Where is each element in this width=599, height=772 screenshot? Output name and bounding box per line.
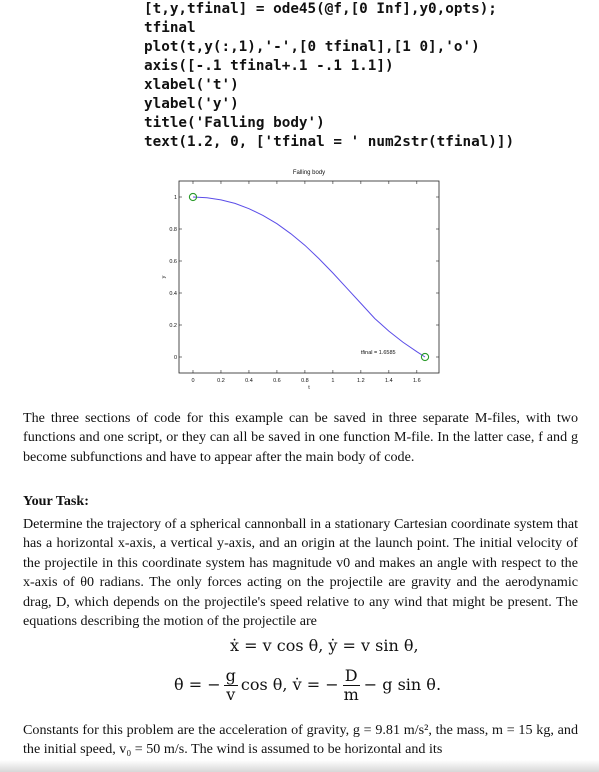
y-tick-label: 1 (173, 195, 177, 201)
x-tick-label: 0.4 (245, 378, 253, 384)
x-tick-label: 0.6 (273, 378, 281, 384)
y-tick-label: 0 (173, 355, 177, 361)
code-line: [t,y,tfinal] = ode45(@f,[0 Inf],y0,opts); (144, 1, 497, 17)
x-tick-label: 1.2 (357, 378, 365, 384)
y-tick-label: 0.6 (169, 259, 177, 265)
eq-lhs: θ̇ = − (174, 675, 221, 694)
explanation-paragraph: The three sections of code for this example can be saved in three separate M-files, with two functions and one script, or they can all be saved in one function M-file. In the latter case, f and g become subfunctions and have to appear after the main body of code. (23, 410, 578, 465)
task-paragraph: Determine the trajectory of a spherical cannonball in a stationary Cartesian coordinate system that has a horizontal x-axis, a vertical y-axis, and an origin at the launch point. The initial velocity of the projectile in this coordinate system has magnitude v0 and makes an angle with respect to the x-axis of θ0 radians. The only forces acting on the projectile are gravity and the aerodynamic drag, D, which depends on the projectile's speed relative to any wind that might be present. The equations describing the motion of the projectile are (23, 516, 578, 630)
equation-position: ẋ = v cos θ, ẏ = v sin θ, (230, 636, 419, 655)
page-bottom-fade (0, 760, 599, 772)
plot-frame (179, 181, 439, 373)
endpoint-marker (421, 353, 428, 360)
chart-title: Falling body (292, 170, 326, 176)
eq-tail: − g sin θ. (363, 675, 442, 694)
x-tick-label: 1.6 (412, 378, 421, 384)
code-line: axis([-.1 tfinal+.1 -.1 1.1]) (144, 58, 394, 74)
x-tick-label: 0 (191, 378, 195, 384)
fraction-d-over-m: $\frac{D}{m}$ (343, 666, 359, 704)
x-tick-label: 0.2 (217, 378, 225, 384)
code-line: ylabel('y') (144, 96, 239, 112)
code-line: tfinal (144, 20, 196, 36)
code-line: plot(t,y(:,1),'-',[0 tfinal],[1 0],'o') (144, 39, 480, 55)
y-tick-label: 0.4 (169, 291, 177, 297)
y-tick-label: 0.8 (169, 227, 177, 233)
task-heading: Your Task: (23, 493, 89, 509)
fraction-g-over-v: $\frac{g}{v}$ (225, 666, 236, 704)
y-axis-label: y (161, 275, 167, 279)
trajectory-line (193, 197, 425, 357)
tfinal-annotation: tfinal = 1.6585 (360, 350, 396, 356)
falling-body-chart (150, 160, 450, 400)
code-line: title('Falling body') (144, 115, 325, 131)
x-tick-label: 1.4 (385, 378, 393, 384)
x-tick-label: 0.8 (301, 378, 309, 384)
code-block (144, 0, 514, 152)
x-axis-label: t (308, 385, 310, 391)
code-line: text(1.2, 0, ['tfinal = ' num2str(tfinal)]) (144, 134, 515, 150)
eq-middle: cos θ, v̇ = − (240, 675, 339, 694)
y-tick-label: 0.2 (169, 323, 177, 329)
x-tick-label: 1 (331, 378, 335, 384)
equation-velocity (174, 667, 441, 704)
code-line: xlabel('t') (144, 77, 239, 93)
constants-paragraph: Constants for this problem are the acceleration of gravity, g = 9.81 m/s², the mass, m = 15 kg, and the initial speed, v₀ = 50 m/s. The wind is assumed to be horizontal and its (23, 722, 578, 758)
